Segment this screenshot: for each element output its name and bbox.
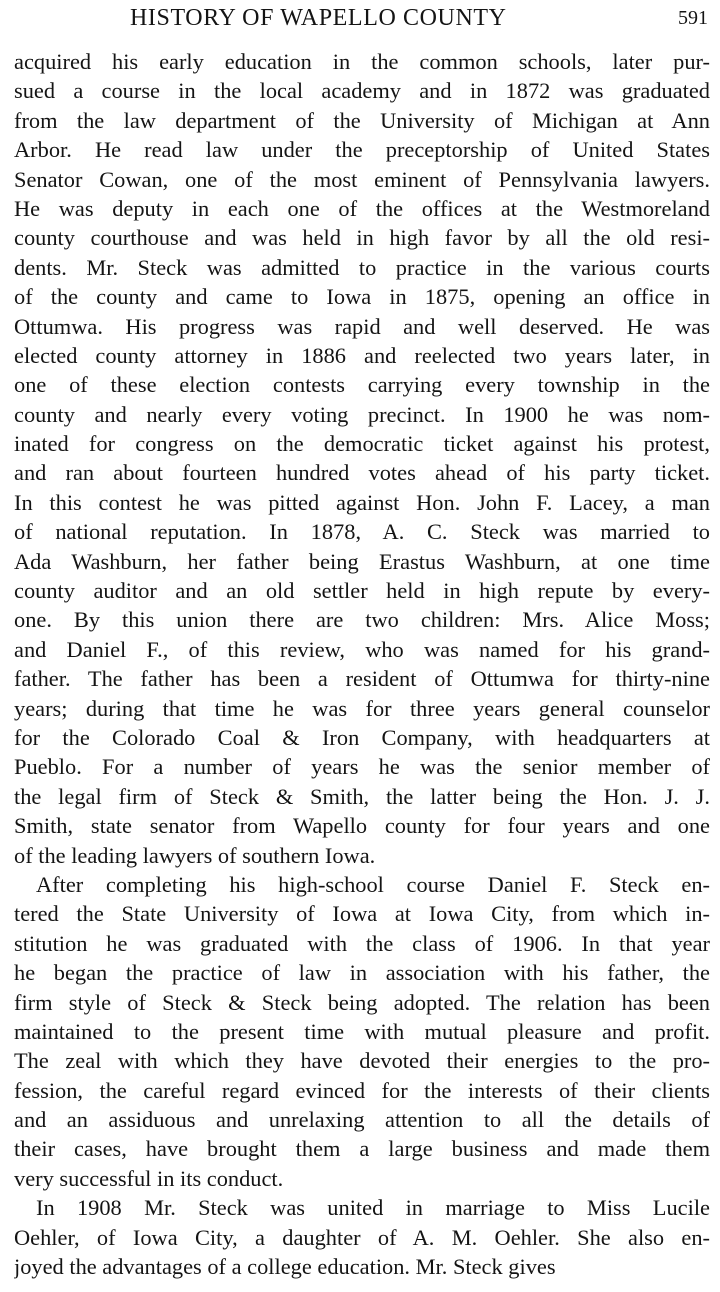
text-line: In 1908 Mr. Steck was united in marriage to Miss Lucile xyxy=(36,1195,710,1221)
text-line: acquired his early education in the common schools, later pur- xyxy=(14,49,710,74)
text-line: He was deputy in each one of the offices at the Westmoreland xyxy=(14,195,710,221)
text-line: stitution he was graduated with the class of 1906. In that year xyxy=(14,930,710,956)
text-line: joyed the advantages of a college education. Mr. Steck gives xyxy=(14,1254,556,1280)
text-line: firm style of Steck & Steck being adopted. The relation has been xyxy=(14,989,710,1015)
text-line: Senator Cowan, one of the most eminent of Pennsylvania lawyers. xyxy=(14,166,710,192)
page-header xyxy=(0,3,720,33)
running-title: HISTORY OF WAPELLO COUNTY xyxy=(130,5,507,31)
text-line: for the Colorado Coal & Iron Company, with headquarters at xyxy=(14,724,710,750)
text-line: and Daniel F., of this review, who was named for his grand- xyxy=(14,636,710,662)
text-line: and ran about fourteen hundred votes ahead of his party ticket. xyxy=(14,460,710,486)
text-line: of the county and came to Iowa in 1875, opening an office in xyxy=(14,284,710,310)
text-line: Ottumwa. His progress was rapid and well deserved. He was xyxy=(14,313,710,339)
text-line: of national reputation. In 1878, A. C. Steck was married to xyxy=(14,519,710,545)
text-line: one of these election contests carrying every township in the xyxy=(14,372,710,398)
text-line: very successful in its conduct. xyxy=(14,1165,284,1191)
text-line: In this contest he was pitted against Hon. John F. Lacey, a man xyxy=(14,489,710,515)
text-line: tered the State University of Iowa at Iowa City, from which in- xyxy=(14,901,710,927)
text-line: he began the practice of law in association with his father, the xyxy=(14,960,710,986)
text-line: years; during that time he was for three years general counselor xyxy=(14,695,710,721)
body-text xyxy=(14,47,710,1281)
text-line: county courthouse and was held in high favor by all the old resi- xyxy=(14,225,710,251)
text-line: Oehler, of Iowa City, a daughter of A. M. Oehler. She also en- xyxy=(14,1224,710,1250)
text-line: elected county attorney in 1886 and reelected two years later, in xyxy=(14,342,710,368)
text-line: and an assiduous and unrelaxing attention to all the details of xyxy=(14,1107,710,1133)
page-number: 591 xyxy=(678,7,708,29)
text-line: inated for congress on the democratic ticket against his protest, xyxy=(14,431,710,457)
text-line: The zeal with which they have devoted their energies to the pro- xyxy=(14,1048,710,1074)
text-line: their cases, have brought them a large business and made them xyxy=(14,1136,710,1162)
text-line: father. The father has been a resident of Ottumwa for thirty-nine xyxy=(14,666,710,692)
text-line: dents. Mr. Steck was admitted to practice in the various courts xyxy=(14,254,710,280)
text-line: the legal firm of Steck & Smith, the latter being the Hon. J. J. xyxy=(14,783,710,809)
text-line: Pueblo. For a number of years he was the senior member of xyxy=(14,754,710,780)
text-line: Ada Washburn, her father being Erastus Washburn, at one time xyxy=(14,548,710,574)
text-line: Smith, state senator from Wapello county for four years and one xyxy=(14,813,710,839)
text-line: one. By this union there are two children: Mrs. Alice Moss; xyxy=(14,607,710,633)
paragraph xyxy=(14,47,710,870)
paragraph xyxy=(14,870,710,1193)
text-line: Arbor. He read law under the preceptorship of United States xyxy=(14,137,710,163)
text-line: maintained to the present time with mutual pleasure and profit. xyxy=(14,1018,710,1044)
text-line: of the leading lawyers of southern Iowa. xyxy=(14,842,376,868)
text-line: county and nearly every voting precinct. In 1900 he was nom- xyxy=(14,401,710,427)
text-line: After completing his high-school course Daniel F. Steck en- xyxy=(36,871,710,897)
paragraph xyxy=(14,1193,710,1281)
text-line: sued a course in the local academy and in 1872 was graduated xyxy=(14,78,710,104)
text-line: fession, the careful regard evinced for the interests of their clients xyxy=(14,1077,710,1103)
text-line: county auditor and an old settler held in high repute by every- xyxy=(14,578,710,604)
text-line: from the law department of the University of Michigan at Ann xyxy=(14,107,710,133)
